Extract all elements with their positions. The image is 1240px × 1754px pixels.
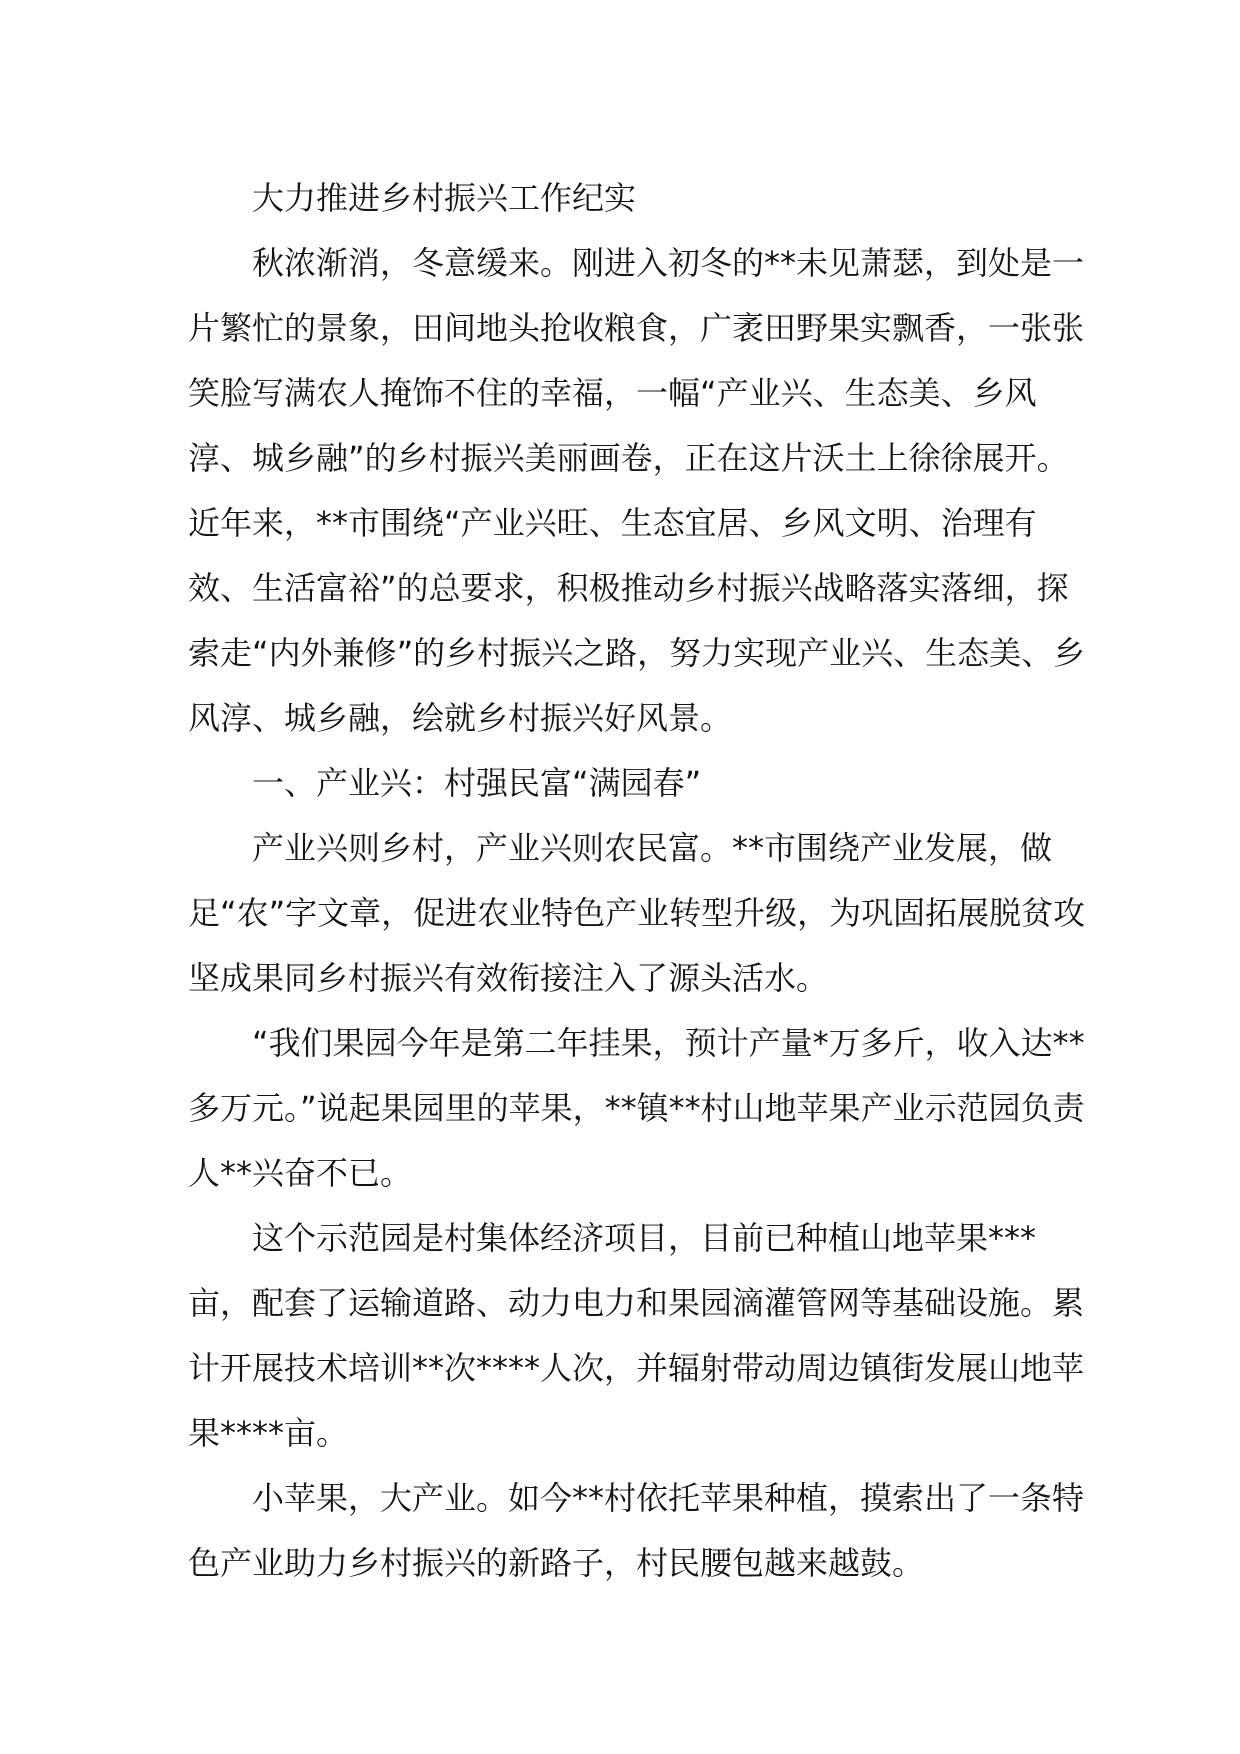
paragraph-industry: 产业兴则乡村，产业兴则农民富。**市围绕产业发展，做足“农”字文章，促进农业特色产业转型升级，为巩固拓展脱贫攻坚成果同乡村振兴有效衔接注入了源头活水。	[188, 829, 1086, 997]
document-title: 大力推进乡村振兴工作纪实	[252, 179, 637, 217]
document-body	[188, 166, 1088, 1596]
section-heading-1: 一、产业兴：村强民富“满园春”	[252, 764, 702, 802]
paragraph-small-apple: 小苹果，大产业。如今**村依托苹果种植，摸索出了一条特色产业助力乡村振兴的新路子，村民腰包越来越鼓。	[188, 1479, 1085, 1582]
paragraph-quote: “我们果园今年是第二年挂果，预计产量*万多斤，收入达**多万元。”说起果园里的苹果，**镇**村山地苹果产业示范园负责人**兴奋不已。	[188, 1024, 1085, 1192]
paragraph-demo-park: 这个示范园是村集体经济项目，目前已种植山地苹果***亩，配套了运输道路、动力电力和果园滴灌管网等基础设施。累计开展技术培训**次****人次，并辐射带动周边镇街发展山地苹果****亩。	[188, 1219, 1085, 1452]
paragraph-intro: 秋浓渐消，冬意缓来。刚进入初冬的**未见萧瑟，到处是一片繁忙的景象，田间地头抢收粮食，广袤田野果实飘香，一张张笑脸写满农人掩饰不住的幸福，一幅“产业兴、生态美、乡风淳、城乡融”的乡村振兴美丽画卷，正在这片沃土上徐徐展开。近年来，**市围绕“产业兴旺、生态宜居、乡风文明、治理有效、生活富裕”的总要求，积极推动乡村振兴战略落实落细，探索走“内外兼修”的乡村振兴之路，努力实现产业兴、生态美、乡风淳、城乡融，绘就乡村振兴好风景。	[188, 244, 1086, 737]
